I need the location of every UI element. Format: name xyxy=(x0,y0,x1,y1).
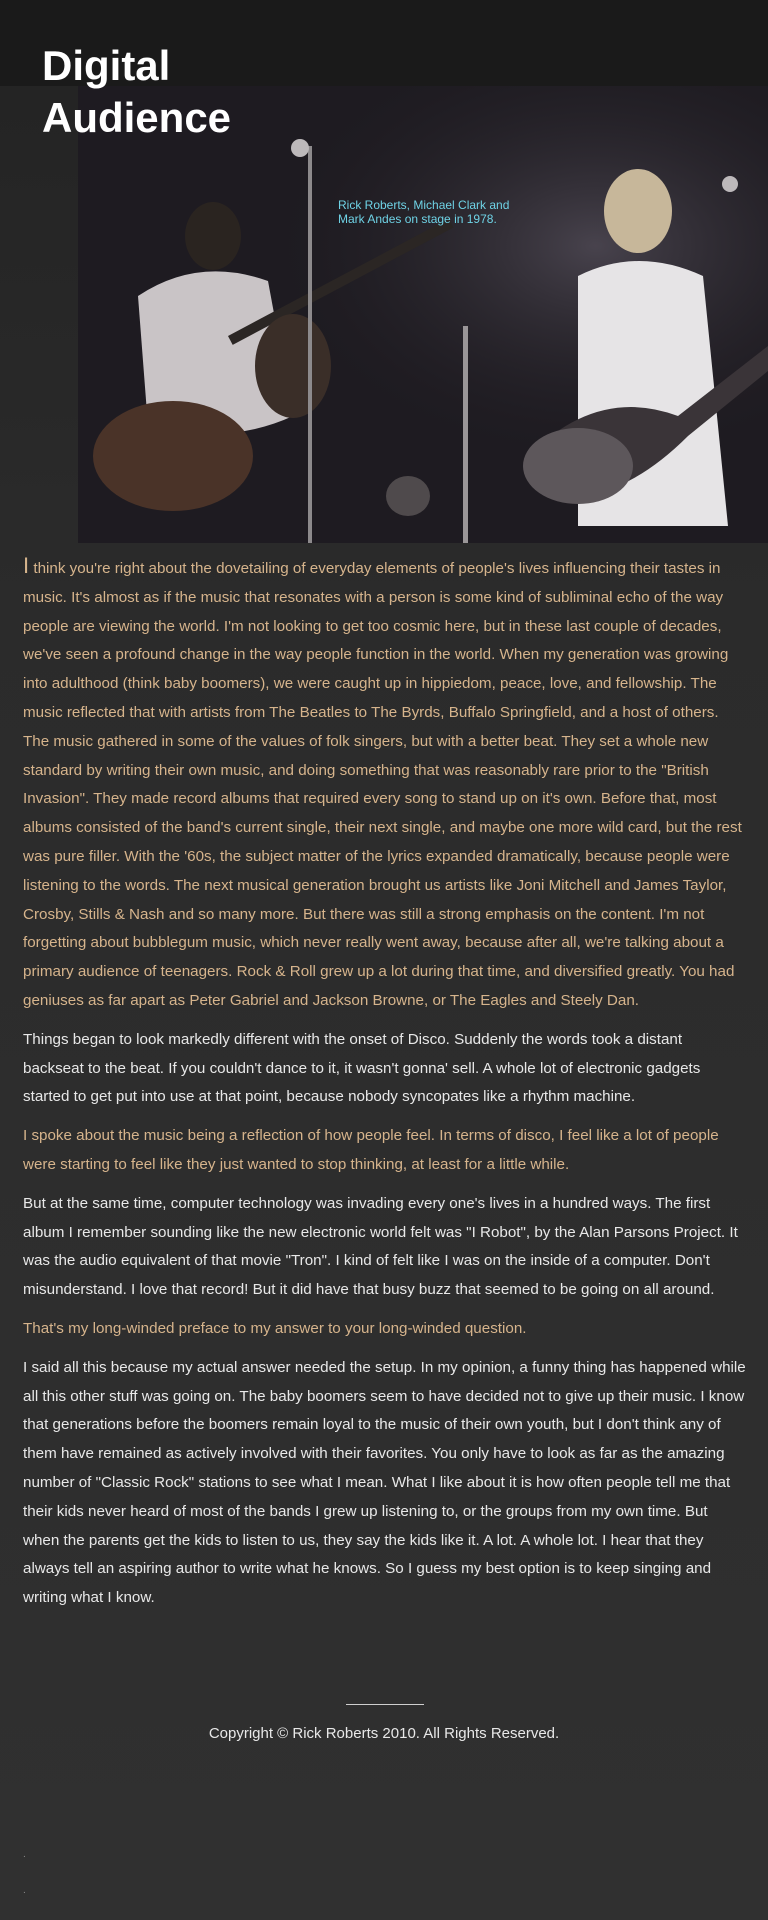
footer-divider xyxy=(346,1704,424,1705)
paragraph-1-text: think you're right about the dovetailing of everyday elements of people's lives influencing their tastes in music. It's almost as if the music that resonates with a person is some kind of subliminal echo of the way people are viewing the world. I'm not looking to get too cosmic here, but in these last couple of decades, we've seen a profound change in the way people function in the world. When my generation was growing into adulthood (think baby boomers), we were caught up in hippiedom, peace, love, and fellowship. The music reflected that with artists from The Beatles to The Byrds, Buffalo Springfield, and a host of others. The music gathered in some of the values of folk singers, but with a better beat. They set a whole new standard by writing their own music, and doing something that was reasonably rare prior to the "British Invasion". They made record albums that required every song to stand up on it's own. Before that, most albums consisted of the band's current single, their next single, and maybe one more wild card, but the rest was pure filler. With the '60s, the subject matter of the lyrics expanded dramatically, because people were listening to the words. The next musical generation brought us artists like Joni Mitchell and James Taylor, Crosby, Stills & Nash and so many more. But there was still a strong emphasis on the content. I'm not forgetting about bubblegum music, which never really went away, because after all, we're talking about a primary audience of teenagers. Rock & Roll grew up a lot during that time, and diversified greatly. You had geniuses as far apart as Peter Gabriel and Jackson Browne, or The Eagles and Steely Dan. xyxy=(23,560,742,1009)
stage-photo-illustration xyxy=(78,86,768,543)
article-body xyxy=(23,555,747,1623)
photo-caption: Rick Roberts, Michael Clark and Mark Andes on stage in 1978. xyxy=(338,198,510,226)
article-paragraph-4: But at the same time, computer technology was invading every one's lives in a hundred ways. The first album I remember sounding like the new electronic world felt was "I Robot", by the Alan Parsons Project. It was the audio equivalent of that movie "Tron". I kind of felt like I was on the inside of a computer. Don't misunderstand. I love that record! But it did have that busy buzz that seemed to be going on all around. xyxy=(23,1194,738,1299)
stage-photo xyxy=(78,86,768,543)
drop-cap: I xyxy=(23,553,30,578)
footer-dot-1: . xyxy=(23,1849,26,1860)
article-paragraph-5: That's my long-winded preface to my answer to your long-winded question. xyxy=(23,1319,527,1337)
copyright-notice: Copyright © Rick Roberts 2010. All Rights Reserved. xyxy=(208,1725,560,1742)
site-title: Digital Audience xyxy=(42,42,232,141)
footer-dot-2: . xyxy=(23,1885,26,1896)
article-paragraph-3: I spoke about the music being a reflection of how people feel. In terms of disco, I feel like a lot of people were starting to feel like they just wanted to stop thinking, at least for a little while. xyxy=(23,1127,719,1173)
article-paragraph-1 xyxy=(23,555,747,1016)
article-paragraph-2: Things began to look markedly different with the onset of Disco. Suddenly the words took a distant backseat to the beat. If you couldn't dance to it, it wasn't gonna' sell. A whole lot of electronic gadgets started to get put into use at that point, because nobody syncopates like a rhythm machine. xyxy=(23,1030,701,1106)
article-paragraph-6: I said all this because my actual answer needed the setup. In my opinion, a funny thing has happened while all this other stuff was going on. The baby boomers seem to have decided not to give up their music. I know that generations before the boomers remain loyal to the music of their own youth, but I don't think any of them have remained as actively involved with their favorites. You only have to look as far as the amazing number of "Classic Rock" stations to see what I mean. What I like about it is how often people tell me that their kids never heard of most of the bands I grew up listening to, or the groups from my own time. But when the parents get the kids to listen to us, they say the kids like it. A lot. A whole lot. I hear that they always tell an aspiring author to write what he knows. So I guess my best option is to keep singing and writing what I know. xyxy=(23,1358,746,1607)
